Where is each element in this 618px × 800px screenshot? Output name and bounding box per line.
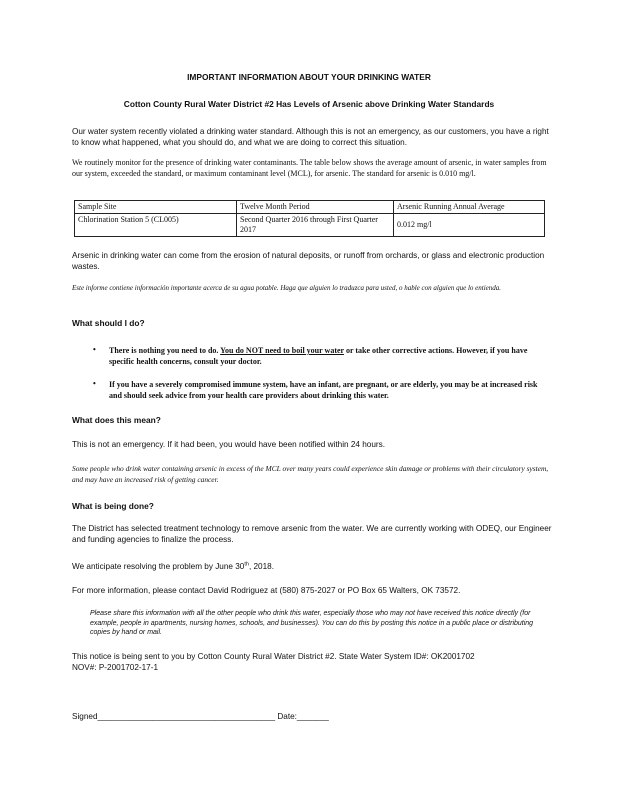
table-row: [75, 214, 545, 237]
bullet-2-symbol: •: [93, 379, 96, 388]
header-twelve-month-period: Twelve Month Period: [237, 201, 394, 214]
cell-period: Second Quarter 2016 through First Quarter 2017: [237, 214, 394, 237]
anticipate-paragraph: [72, 561, 552, 572]
document-title: IMPORTANT INFORMATION ABOUT YOUR DRINKING WATER: [187, 72, 431, 82]
share-notice: Please share this information with all the other people who drink this water, especially those who may not have received this notice directly (for example, people in apartments, nursing homes, schools, and businesses). You can do this by posting this notice in a public place or distributing copies by hand or mail.: [90, 610, 534, 636]
spanish-notice: Este informe contiene información importante acerca de su agua potable. Haga que alguien lo traduzca para usted, o hable con alguien que lo entienda.: [72, 284, 502, 292]
bullet-1-text: [109, 345, 549, 367]
intro-paragraph: Our water system recently violated a drinking water standard. Although this is not an emergency, as our customers, you have a right to know what happened, what you should do, and what we are doing to correct this situation.: [72, 127, 549, 147]
signature-line: Signed_______________________________________ Date:_______: [72, 712, 329, 721]
anticipate-year: , 2018.: [248, 562, 274, 571]
what-does-this-mean-heading: What does this mean?: [72, 415, 161, 425]
bullet-1-rest: or take other corrective actions. However, if you have specific health concerns, consult your doctor.: [109, 346, 528, 366]
header-running-average: Arsenic Running Annual Average: [394, 201, 545, 214]
contact-paragraph: For more information, please contact David Rodriguez at (580) 875-2027 or PO Box 65 Walters, OK 73572.: [72, 586, 461, 595]
bullet-1-lead: There is nothing you need to do.: [109, 346, 221, 355]
cell-sample-site: Chlorination Station 5 (CL005): [75, 214, 237, 237]
no-boil-emphasis: You do NOT need to boil your water: [220, 346, 344, 355]
what-is-being-done-heading: What is being done?: [72, 501, 154, 511]
table-header-row: [75, 201, 545, 214]
not-emergency-text: This is not an emergency. If it had been, you would have been notified within 24 hours.: [72, 440, 385, 449]
what-should-i-do-heading: What should I do?: [72, 318, 145, 328]
monitoring-paragraph: We routinely monitor for the presence of drinking water contaminants. The table below shows the average amount of arsenic, in water samples from our system, exceeded the standard, or maximum contaminant level (MCL), for arsenic. The standard for arsenic is 0.010 mg/l.: [72, 158, 547, 178]
header-sample-site: Sample Site: [75, 201, 237, 214]
health-effects-text: Some people who drink water containing arsenic in excess of the MCL over many years could experience skin damage or problems with their circulatory system, and may have an increased risk of getting cancer.: [72, 464, 549, 484]
arsenic-results-table: [74, 200, 545, 237]
document-subtitle: Cotton County Rural Water District #2 Has Levels of Arsenic above Drinking Water Standards: [123, 99, 495, 109]
anticipate-lead: We anticipate resolving the problem by June 30: [72, 562, 245, 571]
cell-average: 0.012 mg/l: [394, 214, 545, 237]
bullet-1-symbol: •: [93, 345, 96, 354]
bullet-2-text: If you have a severely compromised immune system, have an infant, are pregnant, or are elderly, you may be at increased risk and should seek advice from your health care providers about drinking this water.: [109, 380, 538, 400]
nov-number: NOV#: P-2001702-17-1: [72, 663, 159, 672]
treatment-paragraph: The District has selected treatment technology to remove arsenic from the water. We are currently working with ODEQ, our Engineer and funding agencies to finalize the process.: [72, 524, 552, 544]
date-suffix: th: [244, 561, 249, 568]
sources-paragraph: Arsenic in drinking water can come from the erosion of natural deposits, or runoff from orchards, or glass and electronic production wastes.: [72, 251, 545, 271]
sent-by-text: This notice is being sent to you by Cotton County Rural Water District #2. State Water System ID#: OK2001702: [72, 652, 475, 661]
